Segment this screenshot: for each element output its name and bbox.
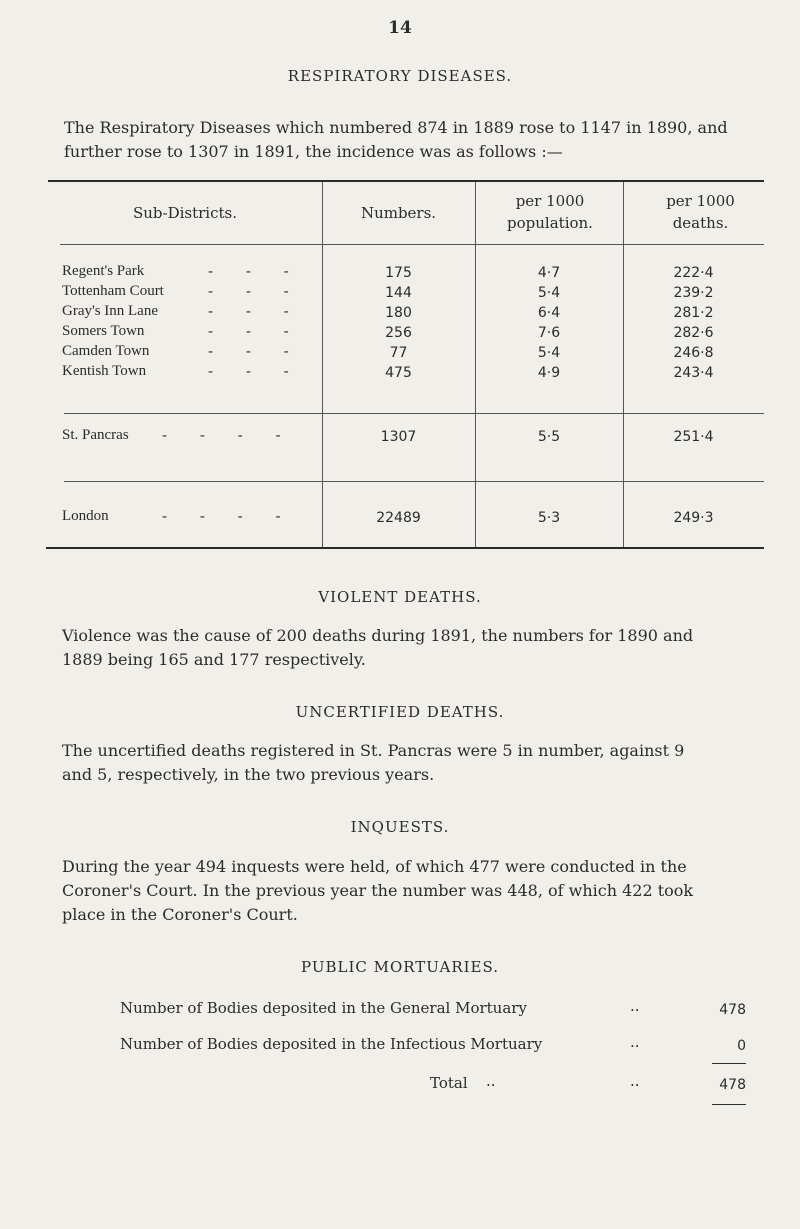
leader-dots: - - - [208, 282, 303, 300]
cell-number: 1307 [380, 429, 417, 445]
respiratory-intro [64, 116, 769, 164]
violent-line1: Violence was the cause of 200 deaths during 1891, the numbers for 1890 and [62, 626, 694, 645]
violent-paragraph [62, 624, 767, 672]
total-value: 478 [719, 1077, 746, 1093]
violent-line2: 1889 being 165 and 177 respectively. [62, 650, 366, 669]
district-name: Camden Town [62, 343, 150, 359]
district-name: London [62, 508, 109, 524]
col-header-numbers: Numbers. [360, 204, 437, 222]
mortuaries-heading: PUBLIC MORTUARIES. [300, 958, 499, 976]
cell-number: 256 [385, 325, 412, 341]
inquests-line1: During the year 494 inquests were held, of which 477 were conducted in the [62, 857, 687, 876]
cell-number: 175 [385, 265, 412, 281]
leader-dots: - - - - [162, 507, 295, 525]
inquests-paragraph [62, 855, 767, 927]
leader-dots: .. [630, 1072, 640, 1090]
leader-dots: .. [630, 997, 640, 1015]
leader-dots: - - - [208, 362, 303, 380]
uncertified-line2: and 5, respectively, in the two previous years. [62, 765, 435, 784]
respiratory-heading: RESPIRATORY DISEASES. [287, 67, 513, 85]
cell-number: 144 [385, 285, 412, 301]
header-rule [60, 244, 764, 245]
cell-per-population: 6·4 [537, 305, 561, 321]
sum-rule [712, 1063, 746, 1064]
subtotal-rule [64, 413, 764, 414]
cell-number: 475 [385, 365, 412, 381]
cell-number: 22489 [376, 510, 421, 526]
table-top-rule [48, 180, 764, 182]
cell-per-deaths: 243·4 [673, 365, 714, 381]
respiratory-intro-line1: The Respiratory Diseases which numbered 874 in 1889 rose to 1147 in 1890, and [64, 118, 728, 137]
cell-per-population: 4·7 [537, 265, 561, 281]
general-mortuary-label: Number of Bodies deposited in the General Mortuary [120, 999, 527, 1017]
uncertified-line1: The uncertified deaths registered in St. Pancras were 5 in number, against 9 [62, 741, 685, 760]
table-bottom-rule [46, 547, 764, 549]
cell-per-population: 7·6 [537, 325, 561, 341]
leader-dots: - - - [208, 342, 303, 360]
cell-number: 180 [385, 305, 412, 321]
general-mortuary-value: 478 [719, 1002, 746, 1018]
cell-per-deaths: 222·4 [673, 265, 714, 281]
cell-number: 77 [389, 345, 408, 361]
cell-per-population: 5·4 [537, 285, 561, 301]
cell-per-population: 4·9 [537, 365, 561, 381]
infectious-mortuary-value: 0 [737, 1038, 746, 1054]
cell-per-deaths: 281·2 [673, 305, 714, 321]
cell-per-deaths: 251·4 [673, 429, 714, 445]
district-name: Tottenham Court [62, 283, 164, 299]
cell-per-population: 5·3 [537, 510, 561, 526]
district-name: Regent's Park [62, 263, 145, 279]
total-underline [712, 1104, 746, 1105]
cell-per-population: 5·5 [537, 429, 561, 445]
total-label: Total [430, 1074, 468, 1092]
leader-dots: - - - - [162, 426, 295, 444]
district-name: Kentish Town [62, 363, 147, 379]
district-name: Somers Town [62, 323, 145, 339]
violent-heading: VIOLENT DEATHS. [318, 588, 482, 606]
inquests-heading: INQUESTS. [350, 818, 450, 836]
district-name: St. Pancras [62, 427, 129, 443]
inquests-line2: Coroner's Court. In the previous year the number was 448, of which 422 took [62, 881, 694, 900]
cell-per-deaths: 246·8 [673, 345, 714, 361]
leader-dots: - - - [208, 262, 303, 280]
respiratory-intro-line2: further rose to 1307 in 1891, the incidence was as follows :— [64, 142, 563, 161]
col-header-per-deaths: per 1000 deaths. [666, 192, 735, 232]
leader-dots: .. [630, 1033, 640, 1051]
leader-dots: - - - [208, 322, 303, 340]
inquests-line3: place in the Coroner's Court. [62, 905, 298, 924]
uncertified-heading: UNCERTIFIED DEATHS. [295, 703, 505, 721]
cell-per-deaths: 239·2 [673, 285, 714, 301]
leader-dots: .. [486, 1072, 496, 1090]
page-number: 14 [388, 18, 412, 38]
district-name: Gray's Inn Lane [62, 303, 158, 319]
cell-per-deaths: 249·3 [673, 510, 714, 526]
infectious-mortuary-label: Number of Bodies deposited in the Infectious Mortuary [120, 1035, 543, 1053]
leader-dots: - - - [208, 302, 303, 320]
london-rule [64, 481, 764, 482]
col-header-per-population: per 1000 population. [507, 192, 593, 232]
cell-per-deaths: 282·6 [673, 325, 714, 341]
uncertified-paragraph [62, 739, 767, 787]
col-header-sub-districts: Sub-Districts. [132, 204, 238, 222]
cell-per-population: 5·4 [537, 345, 561, 361]
